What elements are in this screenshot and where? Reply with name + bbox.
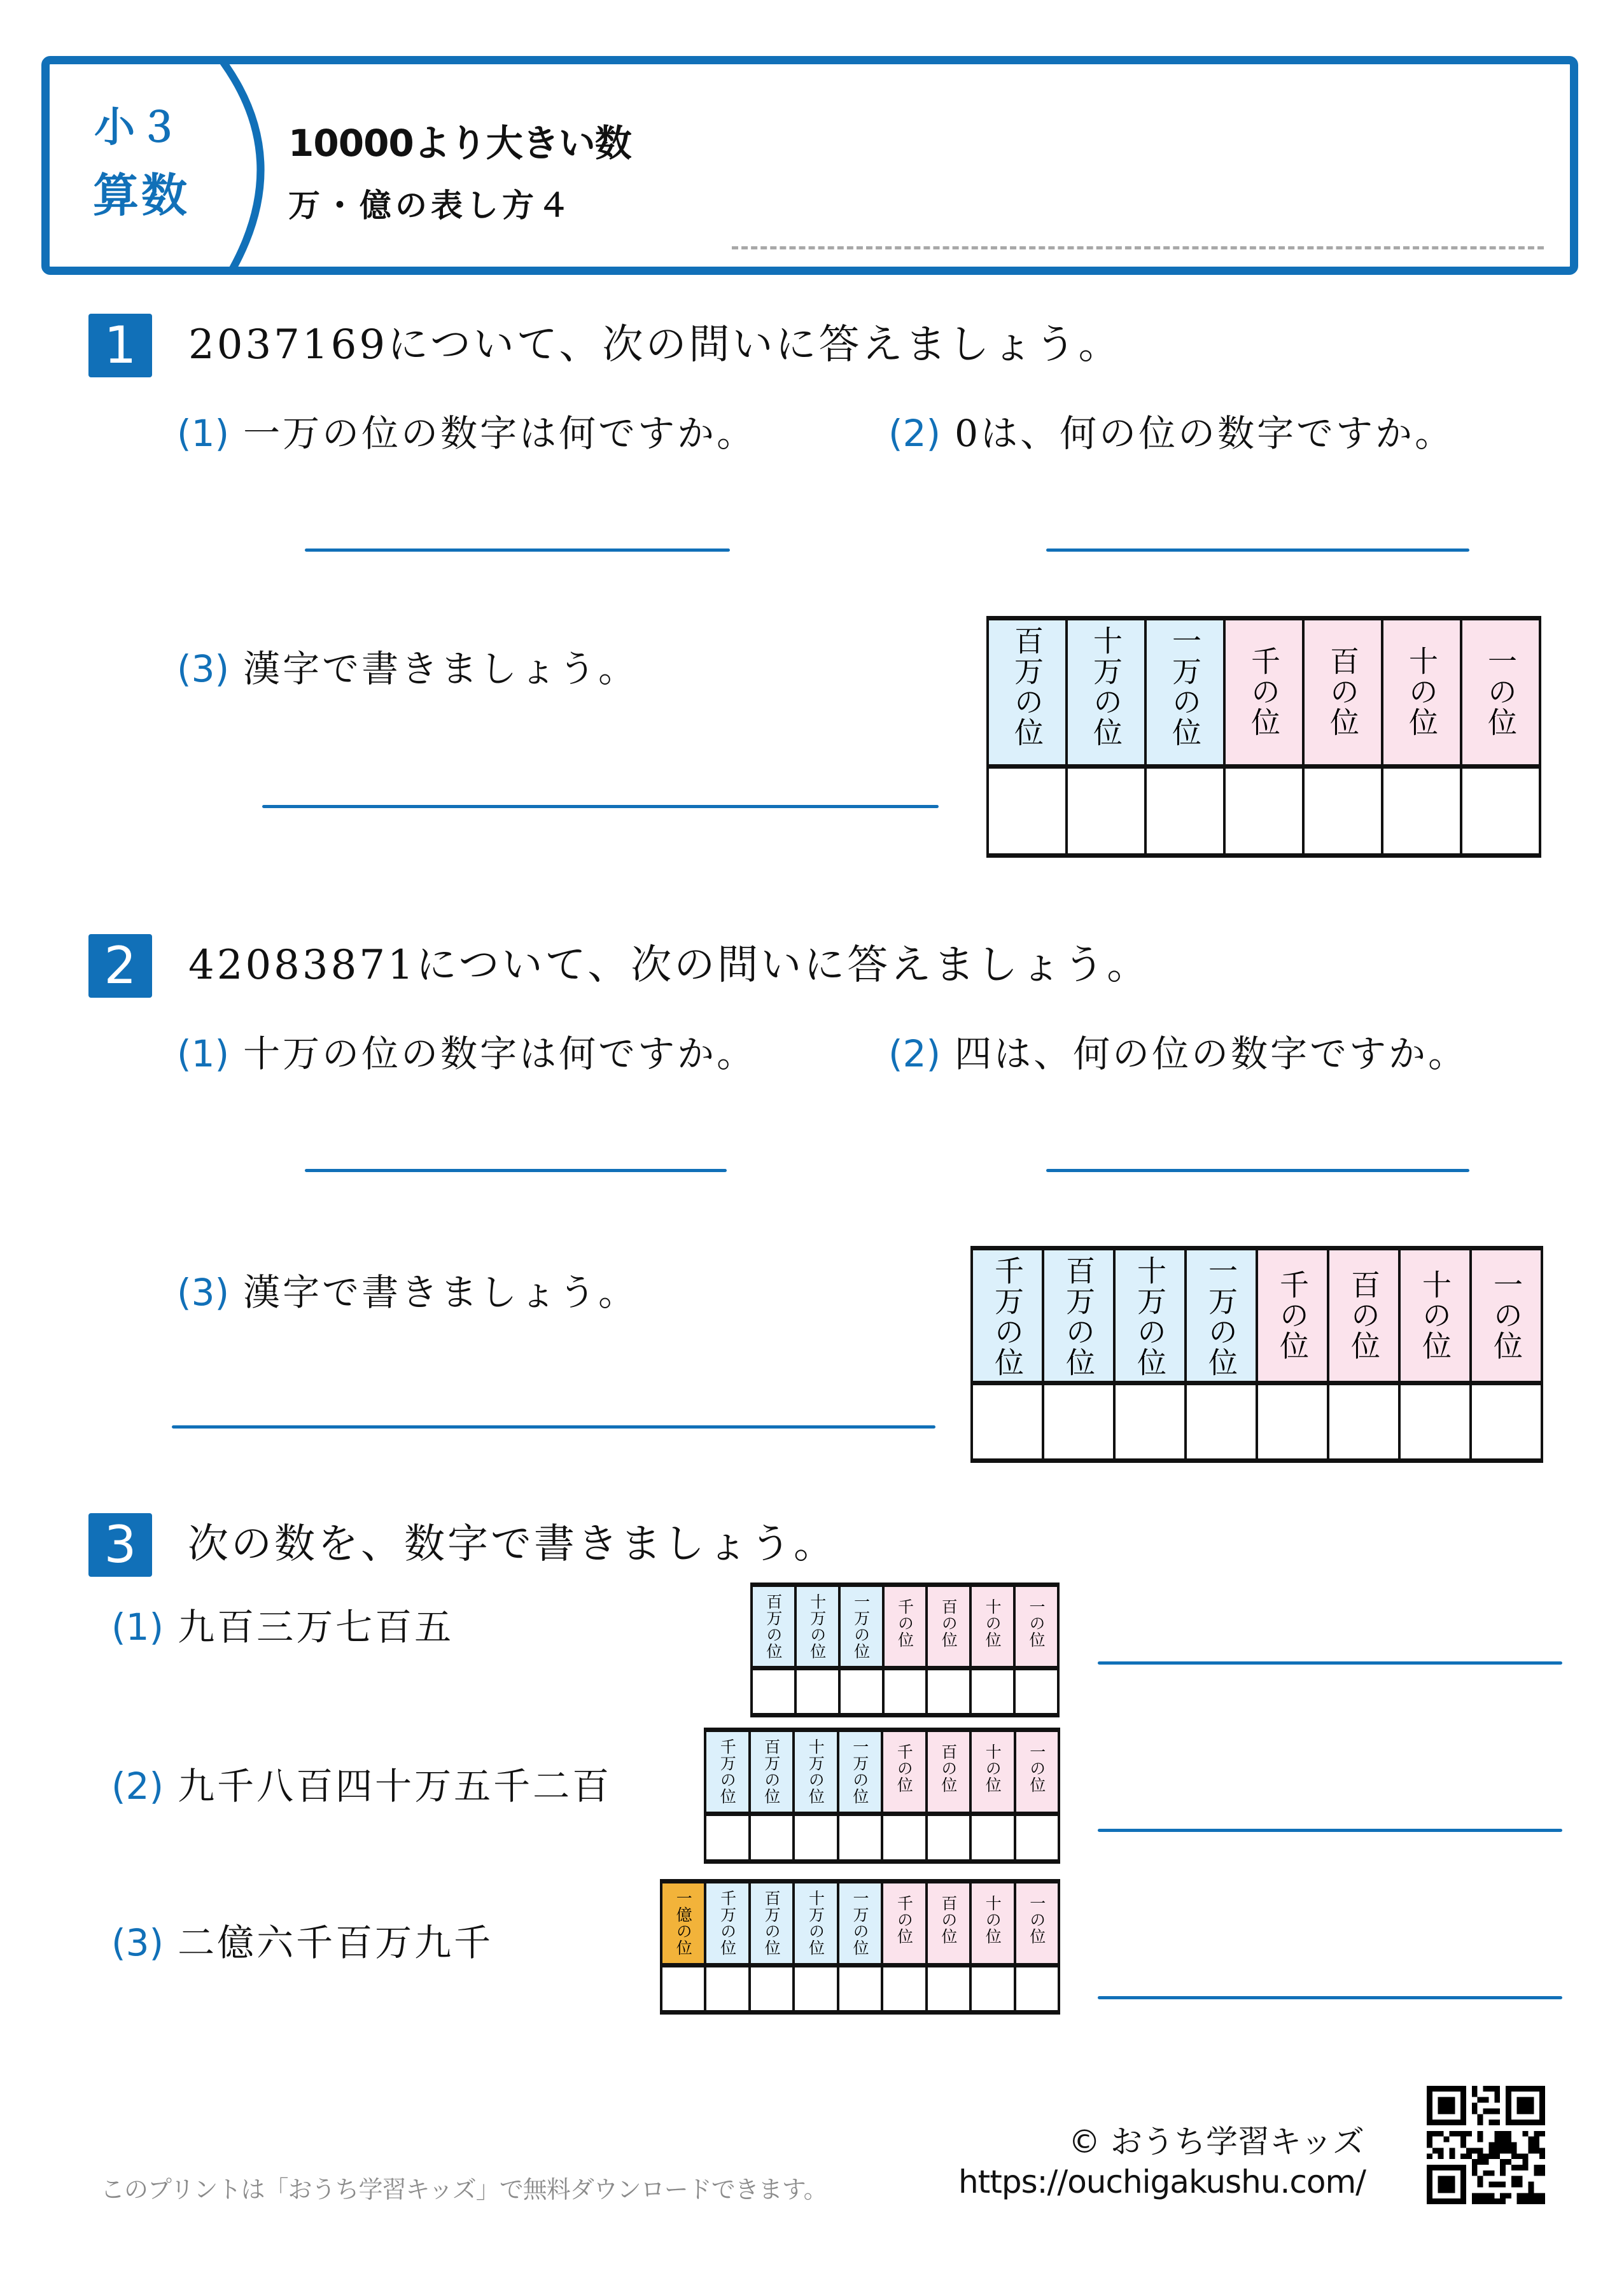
pv-cell[interactable] xyxy=(1382,767,1461,856)
subject-label: 算数 xyxy=(93,169,190,222)
q3-item-3-answer-line[interactable] xyxy=(1098,1996,1562,1999)
worksheet-header xyxy=(41,56,1578,275)
pv-cell[interactable] xyxy=(795,1668,839,1715)
pv-cell[interactable] xyxy=(750,1814,794,1862)
pv-header-sen: 千の位 xyxy=(883,1585,927,1668)
q1-item-1-number: (1) xyxy=(177,412,230,455)
q3-item-1-place-value-table xyxy=(750,1583,1060,1717)
pv-header-ichi: 一の位 xyxy=(1461,618,1540,767)
pv-header-sen: 千の位 xyxy=(882,1730,927,1814)
pv-header-hyaku: 百の位 xyxy=(1328,1248,1399,1383)
q2-item-1-answer-line[interactable] xyxy=(305,1169,727,1172)
pv-cell[interactable] xyxy=(1461,767,1540,856)
q3-item-2-place-value-table xyxy=(704,1728,1060,1864)
pv-cell[interactable] xyxy=(794,1966,837,2013)
pv-header-sen: 千の位 xyxy=(1257,1248,1328,1383)
pv-cell[interactable] xyxy=(883,1668,927,1715)
pv-cell[interactable] xyxy=(838,1966,882,2013)
question-1-prompt: 2037169について、次の問いに答えましょう。 xyxy=(188,321,1122,368)
q1-item-2-text: 0は、何の位の数字ですか。 xyxy=(955,412,1455,455)
pv-cell[interactable] xyxy=(661,1966,705,2013)
pv-cell[interactable] xyxy=(1224,767,1303,856)
q2-item-1-number: (1) xyxy=(177,1032,230,1075)
pv-cell[interactable] xyxy=(750,1966,794,2013)
pv-header-ichiman: 一万の位 xyxy=(1186,1248,1257,1383)
q1-item-1-text: 一万の位の数字は何ですか。 xyxy=(243,412,757,455)
pv-header-ju: 十の位 xyxy=(970,1585,1014,1668)
q3-item-2-number: (2) xyxy=(111,1764,164,1808)
pv-header-juman: 十万の位 xyxy=(794,1882,837,1966)
pv-header-hyakuman: 百万の位 xyxy=(752,1585,795,1668)
download-notice: このプリントは「おうち学習キッズ」で無料ダウンロードできます。 xyxy=(101,2176,827,2204)
worksheet-title: 10000より大きい数 xyxy=(288,122,631,165)
pv-cell[interactable] xyxy=(1471,1383,1542,1461)
pv-header-hyaku: 百の位 xyxy=(1303,618,1382,767)
pv-header-juman: 十万の位 xyxy=(1067,618,1145,767)
question-2-prompt: 42083871について、次の問いに答えましょう。 xyxy=(188,942,1151,989)
pv-cell[interactable] xyxy=(882,1814,927,1862)
pv-header-ju: 十の位 xyxy=(1399,1248,1471,1383)
question-3-badge: 3 xyxy=(88,1513,152,1577)
q2-item-2-number: (2) xyxy=(888,1032,941,1075)
q2-item-1-text: 十万の位の数字は何ですか。 xyxy=(243,1032,757,1075)
pv-cell[interactable] xyxy=(705,1966,749,2013)
q3-item-3-text: 二億六千百万九千 xyxy=(178,1921,494,1964)
pv-cell[interactable] xyxy=(1145,767,1224,856)
pv-cell[interactable] xyxy=(1067,767,1145,856)
grade-label: 小３ xyxy=(94,104,183,151)
q3-item-3-place-value-table xyxy=(660,1879,1060,2015)
question-2-badge: 2 xyxy=(88,934,152,998)
pv-cell[interactable] xyxy=(988,767,1067,856)
pv-cell[interactable] xyxy=(1014,1668,1058,1715)
pv-header-ichiman: 一万の位 xyxy=(1145,618,1224,767)
q3-item-1 xyxy=(111,1605,454,1649)
pv-cell[interactable] xyxy=(1328,1383,1399,1461)
q1-item-3-answer-line[interactable] xyxy=(262,805,939,808)
pv-header-hyakuman: 百万の位 xyxy=(750,1882,794,1966)
question-1-badge: 1 xyxy=(88,314,152,377)
pv-header-ichi: 一の位 xyxy=(1014,1585,1058,1668)
pv-cell[interactable] xyxy=(970,1668,1014,1715)
q2-item-3-answer-line[interactable] xyxy=(172,1425,935,1429)
pv-cell[interactable] xyxy=(705,1814,750,1862)
pv-cell[interactable] xyxy=(1114,1383,1186,1461)
q3-item-2-answer-line[interactable] xyxy=(1098,1829,1562,1832)
q3-item-3-number: (3) xyxy=(111,1921,164,1964)
pv-header-ju: 十の位 xyxy=(970,1730,1015,1814)
pv-header-ju: 十の位 xyxy=(970,1882,1014,1966)
q2-item-2 xyxy=(888,1032,1468,1075)
pv-cell[interactable] xyxy=(1399,1383,1471,1461)
q1-item-1-answer-line[interactable] xyxy=(305,549,730,552)
q2-item-3-number: (3) xyxy=(177,1271,230,1314)
q2-item-2-text: 四は、何の位の数字ですか。 xyxy=(955,1032,1468,1075)
copyright-label: © おうち学習キッズ xyxy=(1068,2123,1364,2160)
pv-cell[interactable] xyxy=(882,1966,926,2013)
pv-cell[interactable] xyxy=(972,1383,1043,1461)
pv-header-sen: 千の位 xyxy=(882,1882,926,1966)
pv-cell[interactable] xyxy=(1303,767,1382,856)
q1-place-value-table xyxy=(986,616,1541,858)
q3-item-3 xyxy=(111,1921,494,1964)
q2-place-value-table xyxy=(970,1246,1543,1463)
pv-header-hyaku: 百の位 xyxy=(927,1585,970,1668)
pv-header-senman: 千万の位 xyxy=(972,1248,1043,1383)
pv-header-juman: 十万の位 xyxy=(795,1585,839,1668)
pv-cell[interactable] xyxy=(970,1966,1014,2013)
pv-header-ichi: 一の位 xyxy=(1015,1882,1060,1966)
pv-header-ichioku: 一億の位 xyxy=(661,1882,705,1966)
pv-header-ichiman: 一万の位 xyxy=(839,1585,883,1668)
pv-cell[interactable] xyxy=(1015,1814,1060,1862)
q2-item-3 xyxy=(177,1271,638,1314)
question-3-prompt: 次の数を、数字で書きましょう。 xyxy=(188,1521,837,1568)
pv-cell[interactable] xyxy=(1015,1966,1060,2013)
pv-header-juman: 十万の位 xyxy=(1114,1248,1186,1383)
pv-header-hyakuman: 百万の位 xyxy=(988,618,1067,767)
q1-item-2-number: (2) xyxy=(888,412,941,455)
pv-header-ichi: 一の位 xyxy=(1471,1248,1542,1383)
pv-header-ju: 十の位 xyxy=(1382,618,1461,767)
q2-item-3-text: 漢字で書きましょう。 xyxy=(243,1271,638,1314)
pv-header-hyakuman: 百万の位 xyxy=(750,1730,794,1814)
pv-cell[interactable] xyxy=(838,1814,883,1862)
q1-item-3-number: (3) xyxy=(177,647,230,690)
q1-item-2-answer-line[interactable] xyxy=(1046,549,1469,552)
worksheet-subtitle: 万・億の表し方４ xyxy=(288,187,573,224)
pv-cell[interactable] xyxy=(1186,1383,1257,1461)
q3-item-1-text: 九百三万七百五 xyxy=(178,1605,454,1649)
pv-header-juman: 十万の位 xyxy=(794,1730,838,1814)
pv-cell[interactable] xyxy=(794,1814,838,1862)
pv-cell[interactable] xyxy=(970,1814,1015,1862)
pv-header-hyaku: 百の位 xyxy=(927,1730,971,1814)
pv-cell[interactable] xyxy=(1257,1383,1328,1461)
pv-cell[interactable] xyxy=(752,1668,795,1715)
q3-item-1-number: (1) xyxy=(111,1605,164,1649)
pv-cell[interactable] xyxy=(927,1966,970,2013)
pv-cell[interactable] xyxy=(1043,1383,1114,1461)
pv-header-ichiman: 一万の位 xyxy=(838,1730,883,1814)
q1-item-2 xyxy=(888,412,1455,455)
pv-header-sen: 千の位 xyxy=(1224,618,1303,767)
pv-header-hyaku: 百の位 xyxy=(927,1882,970,1966)
q3-item-2-text: 九千八百四十万五千二百 xyxy=(178,1764,612,1808)
pv-header-senman: 千万の位 xyxy=(705,1730,750,1814)
pv-header-ichi: 一の位 xyxy=(1015,1730,1060,1814)
q2-item-2-answer-line[interactable] xyxy=(1046,1169,1469,1172)
q3-item-2 xyxy=(111,1764,612,1808)
pv-header-ichiman: 一万の位 xyxy=(838,1882,882,1966)
q2-item-1 xyxy=(177,1032,757,1075)
pv-cell[interactable] xyxy=(927,1814,971,1862)
q1-item-3 xyxy=(177,647,638,690)
q1-item-3-text: 漢字で書きましょう。 xyxy=(243,647,638,690)
pv-cell[interactable] xyxy=(839,1668,883,1715)
qr-code-icon[interactable] xyxy=(1427,2086,1545,2204)
name-write-line xyxy=(732,246,1544,249)
q1-item-1 xyxy=(177,412,757,455)
pv-cell[interactable] xyxy=(927,1668,970,1715)
q3-item-1-answer-line[interactable] xyxy=(1098,1661,1562,1665)
site-url-link[interactable]: https://ouchigakushu.com/ xyxy=(958,2163,1366,2200)
pv-header-senman: 千万の位 xyxy=(705,1882,749,1966)
pv-header-hyakuman: 百万の位 xyxy=(1043,1248,1114,1383)
